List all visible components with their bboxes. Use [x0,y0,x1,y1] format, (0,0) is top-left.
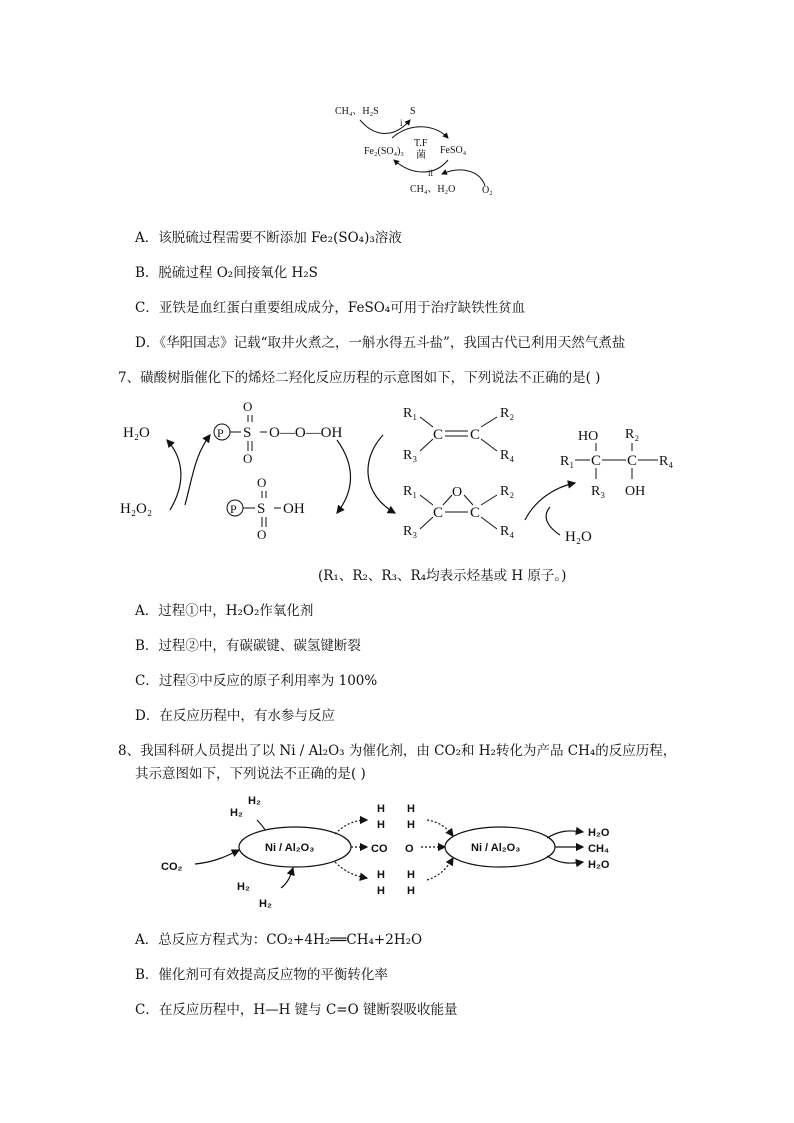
diol-c2: C [627,453,638,469]
q8-stem-line2: 其示意图如下，下列说法不正确的是( ) [135,766,366,782]
methanation-diagram [155,790,645,915]
diol-c1: C [591,453,602,469]
o-atom-label: O [405,843,414,855]
epoxide-o: O [452,485,463,500]
epoxide-c1: C [433,505,444,521]
q8-option-b[interactable]: B．催化剂可有效提高反应物的平衡转化率 [135,967,388,983]
q7-option-c[interactable]: C．过程③中反应的原子利用率为 100% [135,673,378,689]
ch4-out: CH₄ [588,843,610,855]
s-bottom: S [257,501,266,517]
q7-option-b[interactable]: B．过程②中，有碳碳键、碳氢键断裂 [135,638,361,654]
q7-option-a[interactable]: A．过程①中，H₂O₂作氧化剂 [135,603,314,619]
q7-note: (R₁、R₂、R₃、R₄均表示烃基或 H 原子。) [318,568,567,584]
diol-r2: R₂ [625,427,640,442]
o-bottom-up: O [257,475,267,490]
p-circle-top: P [217,426,224,440]
q6-option-d[interactable]: D．《华阳国志》记载“取井火煮之，一斛水得五斗盐”，我国古代已利用天然气煮盐 [135,335,626,351]
h-atom-3: H [377,819,385,831]
desulfurization-cycle-diagram [330,98,510,203]
s-label: S [410,106,416,117]
epoxide-r1: R₁ [403,484,418,499]
diol-ho: HO [578,429,599,444]
diol-r3: R₃ [591,484,606,499]
h-atom-1: H [377,803,385,815]
step-i-label: i [400,118,403,128]
q7-option-d[interactable]: D．在反应历程中，有水参与反应 [135,708,335,724]
epoxide-r3: R₃ [403,524,418,539]
o2-label: O₂ [482,185,493,196]
q6-option-b[interactable]: B．脱硫过程 O₂间接氧化 H₂S [135,265,318,281]
q8-option-a[interactable]: A．总反应方程式为：CO₂+4H₂══CH₄+2H₂O [135,932,423,948]
h2-bottom-2: H₂ [259,898,272,910]
h-atom-7: H [377,885,385,897]
h2o-in-label: H₂O [565,529,592,545]
alkene-c1: C [433,427,444,443]
epoxide-r2: R₂ [500,484,515,499]
alkene-r2: R₂ [500,406,515,421]
o-bottom-down: O [257,527,267,542]
h-atom-8: H [407,885,415,897]
h2o-out-2: H₂O [588,859,610,871]
h2-top-1: H₂ [248,795,261,807]
catalyst-1-label: Ni / Al₂O₃ [265,842,315,854]
h-atom-5: H [377,869,385,881]
co2-label: CO₂ [161,861,183,873]
p-circle-bottom: P [230,502,237,516]
bacteria-label: 菌 [416,150,426,161]
alkene-c2: C [470,427,481,443]
tf-label: T.F [414,138,428,149]
h2o2-in-label: H₂O₂ [120,501,153,517]
oh-bottom: OH [283,501,305,517]
o-top-down: O [243,451,253,466]
h2o-out-1: H₂O [588,827,610,839]
fe2so43-label: Fe₂(SO₄)₃ [364,146,404,157]
alkene-r4: R₄ [500,448,515,463]
o-top-up: O [243,399,253,414]
feso4-label: FeSO₄ [440,145,467,156]
epoxide-r4: R₄ [500,524,515,539]
step-ii-label: ii [428,168,434,178]
catalyst-2-label: Ni / Al₂O₃ [471,842,521,854]
q8-stem-line1: 8、我国科研人员提出了以 Ni / Al₂O₃ 为催化剂，由 CO₂和 H₂转化为产品 CH₄的反应历程， [118,743,677,759]
diol-r1: R₁ [560,454,575,469]
ch4-h2o-label: CH₄、H₂O [410,184,456,195]
h-atom-6: H [407,869,415,881]
diol-oh: OH [625,484,646,499]
diol-r4: R₄ [659,454,674,469]
h2-bottom-1: H₂ [237,881,250,893]
h-atom-2: H [407,803,415,815]
s-top: S [243,425,252,441]
q8-option-c[interactable]: C．在反应历程中，H—H 键与 C=O 键断裂吸收能量 [135,1002,458,1018]
ooh-top: O—O—OH [269,425,343,441]
h-atom-4: H [407,819,415,831]
q6-option-a[interactable]: A．该脱硫过程需要不断添加 Fe₂(SO₄)₃溶液 [135,230,402,246]
dihydroxylation-diagram [115,395,695,550]
h2-top-2: H₂ [230,807,243,819]
q7-stem: 7、磺酸树脂催化下的烯烃二羟化反应历程的示意图如下，下列说法不正确的是( ) [118,370,601,386]
alkene-r3: R₃ [403,448,418,463]
ch4-h2s-label: CH₄、H₂S [335,106,379,117]
h2o-out-label: H₂O [123,425,150,441]
q6-option-c[interactable]: C．亚铁是血红蛋白重要组成成分，FeSO₄可用于治疗缺铁性贫血 [135,300,526,316]
alkene-r1: R₁ [403,406,418,421]
epoxide-c2: C [470,505,481,521]
co-label: CO [371,843,388,855]
